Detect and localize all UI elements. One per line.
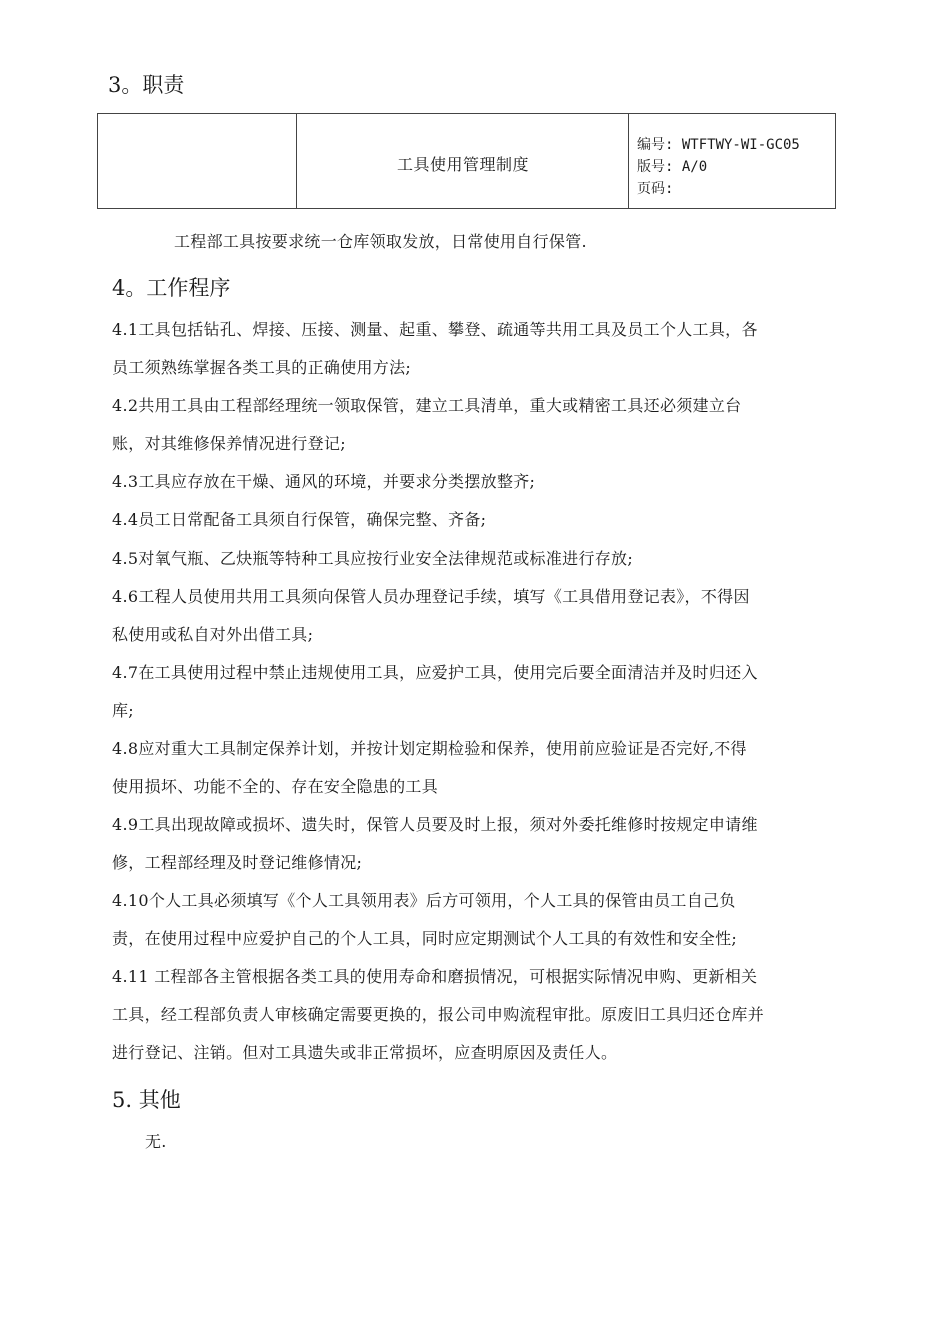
procedure-line: 4.10个人工具必须填写《个人工具领用表》后方可领用，个人工具的保管由员工自己负 [112, 891, 736, 910]
procedure-line: 员工须熟练掌握各类工具的正确使用方法; [112, 358, 412, 377]
procedure-line: 使用损坏、功能不全的、存在安全隐患的工具 [112, 777, 439, 796]
procedure-line: 4.9工具出现故障或损坏、遗失时，保管人员要及时上报，须对外委托维修时按规定申请维 [112, 815, 758, 834]
section-5-text: 无. [145, 1132, 167, 1151]
section-3-heading: 3。职责 [108, 73, 185, 97]
procedure-line: 4.11 工程部各主管根据各类工具的使用寿命和磨损情况，可根据实际情况申购、更新相关 [112, 967, 758, 986]
section-5-heading: 5. 其他 [112, 1088, 181, 1112]
procedure-line: 工具，经工程部负责人审核确定需要更换的，报公司申购流程审批。原废旧工具归还仓库并 [112, 1005, 765, 1024]
procedure-line: 4.1工具包括钻孔、焊接、压接、测量、起重、攀登、疏通等共用工具及员工个人工具，各 [112, 320, 758, 339]
procedure-line: 进行登记、注销。但对工具遗失或非正常损坏，应查明原因及责任人。 [112, 1043, 618, 1062]
procedure-line: 4.5对氧气瓶、乙炔瓶等特种工具应按行业安全法律规范或标准进行存放; [112, 549, 634, 568]
procedure-line: 4.2共用工具由工程部经理统一领取保管，建立工具清单，重大或精密工具还必须建立台 [112, 396, 742, 415]
procedure-line: 私使用或私自对外出借工具; [112, 625, 314, 644]
procedure-line: 4.7在工具使用过程中禁止违规使用工具，应爱护工具，使用完后要全面清洁并及时归还入 [112, 663, 758, 682]
procedure-line: 4.3工具应存放在干燥、通风的环境，并要求分类摆放整齐; [112, 472, 536, 491]
responsibility-text: 工程部工具按要求统一仓库领取发放，日常使用自行保管. [174, 232, 587, 251]
procedure-line: 4.4员工日常配备工具须自行保管，确保完整、齐备; [112, 510, 487, 529]
document-header-table [97, 113, 836, 209]
document-page: 页码: [637, 181, 674, 197]
document-code: 编号: WTFTWY-WI-GC05 [637, 137, 800, 153]
document-title: 工具使用管理制度 [396, 155, 529, 174]
procedure-line: 4.6工程人员使用共用工具须向保管人员办理登记手续，填写《工具借用登记表》，不得因 [112, 587, 750, 606]
procedure-line: 账，对其维修保养情况进行登记; [112, 434, 346, 453]
procedure-line: 4.8应对重大工具制定保养计划，并按计划定期检验和保养，使用前应验证是否完好,不得 [112, 739, 747, 758]
document-version: 版号: A/0 [637, 159, 708, 175]
section-4-heading: 4。工作程序 [112, 276, 231, 300]
procedure-line: 修，工程部经理及时登记维修情况; [112, 853, 363, 872]
procedure-line: 责，在使用过程中应爱护自己的个人工具，同时应定期测试个人工具的有效性和安全性; [112, 929, 738, 948]
procedure-line: 库; [112, 701, 134, 720]
